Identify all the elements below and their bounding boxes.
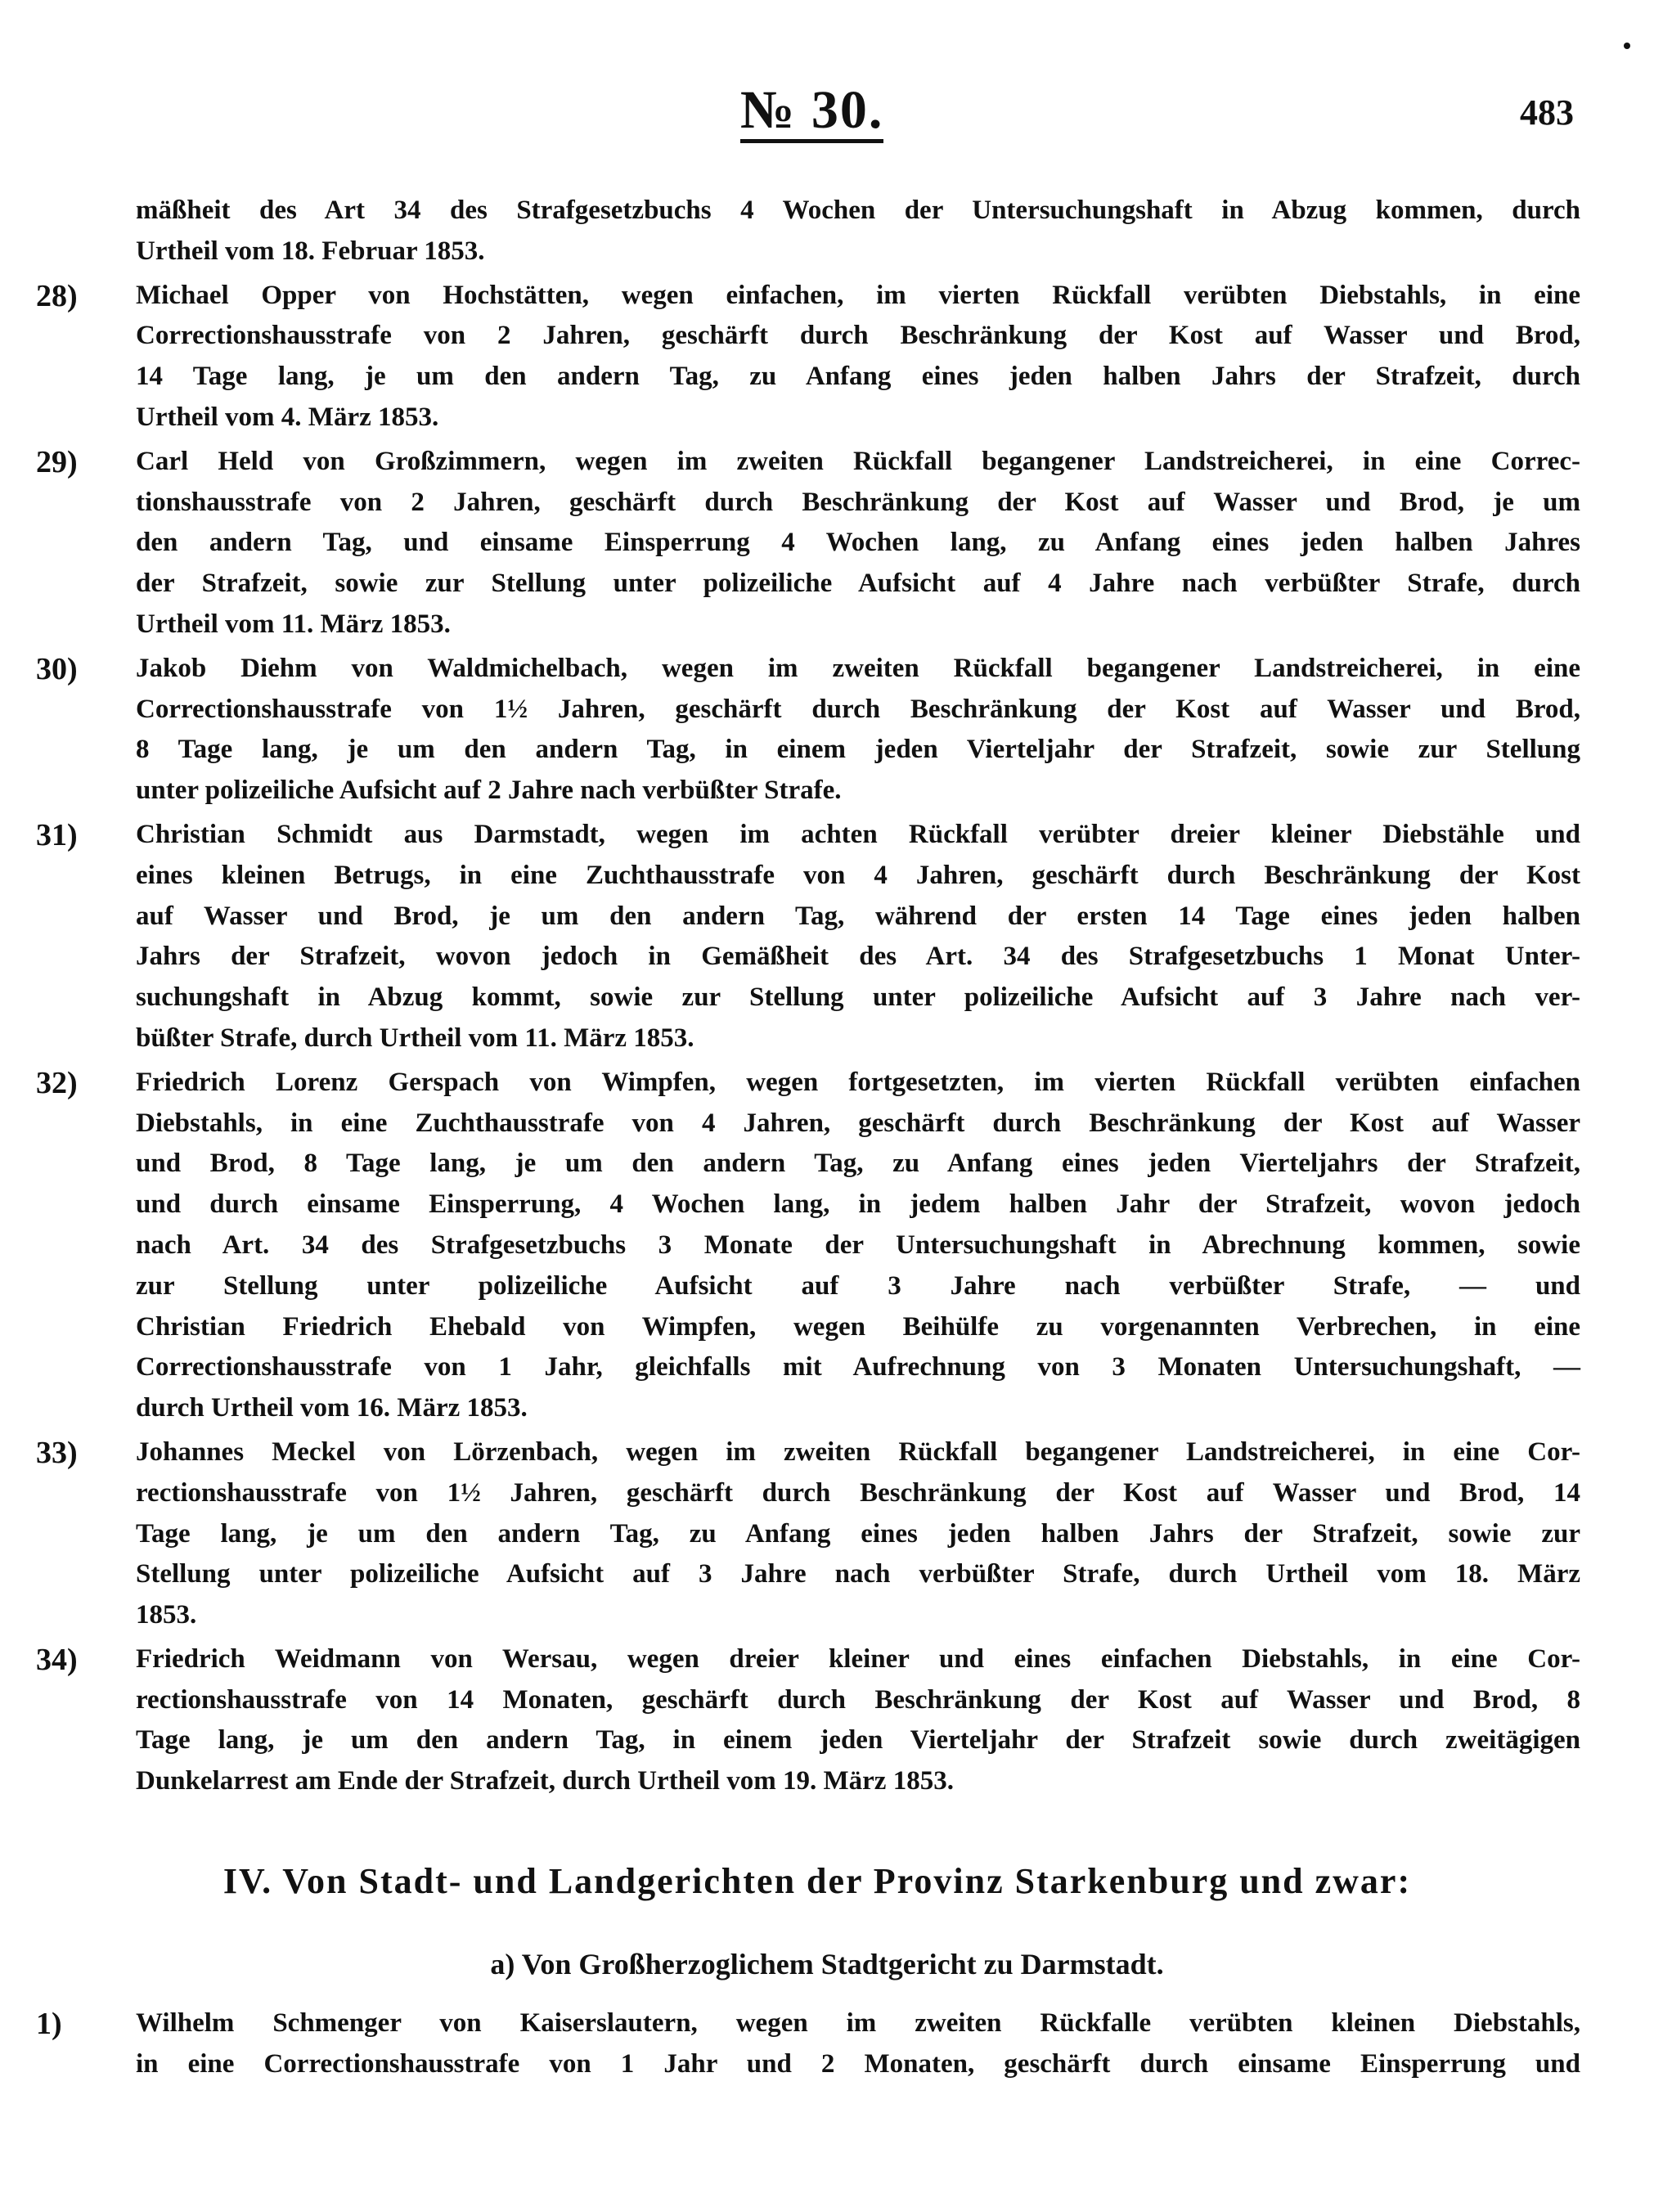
text-line: eines kleinen Betrugs, in eine Zuchthausstrafe von 4 Jahren, geschärft durch Beschränkung der Kost — [136, 860, 1580, 890]
text-line: Jahrs der Strafzeit, wovon jedoch in Gemäßheit des Art. 34 des Strafgesetzbuchs 1 Monat Unter- — [136, 942, 1580, 972]
entry-paragraph — [36, 2003, 1580, 2085]
text-line: rectionshausstrafe von 1½ Jahren, geschärft durch Beschränkung der Kost auf Wasser und Brod, 14 — [136, 1477, 1580, 1508]
text-line: durch Urtheil vom 16. März 1853. — [136, 1393, 528, 1423]
text-line: 8 Tage lang, je um den andern Tag, in einem jeden Vierteljahr der Strafzeit, sowie zur Stellung — [136, 735, 1580, 765]
text-line: Christian Schmidt aus Darmstadt, wegen im achten Rückfall verübter dreier kleiner Diebstähle und — [136, 819, 1580, 849]
text-line: Urtheil vom 4. März 1853. — [136, 402, 439, 432]
text-line: Correctionshausstrafe von 1½ Jahren, geschärft durch Beschränkung der Kost auf Wasser und Brod, — [136, 694, 1580, 724]
text-line: Diebstahls, in eine Zuchthausstrafe von 4 Jahren, geschärft durch Beschränkung der Kost auf Wasser — [136, 1108, 1580, 1138]
page-number: 483 — [1520, 92, 1574, 133]
scan-speck — [1624, 43, 1630, 49]
text-line: nach Art. 34 des Strafgesetzbuchs 3 Monate der Untersuchungshaft in Abrechnung kommen, sowie — [136, 1230, 1580, 1260]
entry-number: 30) — [36, 651, 78, 686]
entry-paragraph — [36, 815, 1580, 1059]
text-line: und Brod, 8 Tage lang, je um den andern Tag, zu Anfang eines jeden Vierteljahrs der Strafzeit, — [136, 1149, 1580, 1179]
entry-number: 32) — [36, 1065, 78, 1100]
text-line: Friedrich Lorenz Gerspach von Wimpfen, wegen fortgesetzten, im vierten Rückfall verübten einfachen — [136, 1067, 1580, 1097]
text-line: und durch einsame Einsperrung, 4 Wochen lang, in jedem halben Jahr der Strafzeit, wovon jedoch — [136, 1189, 1580, 1220]
text-line: Wilhelm Schmenger von Kaiserslautern, wegen im zweiten Rückfalle verübten kleinen Diebstahls, — [136, 2008, 1580, 2038]
entry-number: 33) — [36, 1435, 78, 1470]
issue-number: № 30. — [740, 82, 883, 143]
text-line: mäßheit des Art 34 des Strafgesetzbuchs 4 Wochen der Untersuchungshaft in Abzug kommen, durch — [136, 196, 1580, 225]
entry-number: 34) — [36, 1642, 78, 1677]
text-line: auf Wasser und Brod, je um den andern Tag, während der ersten 14 Tage eines jeden halben — [136, 901, 1580, 931]
entry-paragraph — [36, 1639, 1580, 1802]
entry-number: 29) — [36, 444, 78, 479]
entry-number: 28) — [36, 278, 78, 313]
section-subheading: a) Von Großherzoglichem Stadtgericht zu Darmstadt. — [490, 1948, 1164, 1980]
text-line: zur Stellung unter polizeiliche Aufsicht auf 3 Jahre nach verbüßter Strafe, — und — [136, 1270, 1580, 1301]
text-line: suchungshaft in Abzug kommt, sowie zur Stellung unter polizeiliche Aufsicht auf 3 Jahre nach ver- — [136, 982, 1580, 1013]
text-line: Friedrich Weidmann von Wersau, wegen dreier kleiner und eines einfachen Diebstahls, in eine Cor- — [136, 1643, 1580, 1674]
entry-paragraph — [36, 276, 1580, 438]
text-line: Urtheil vom 18. Februar 1853. — [136, 236, 485, 266]
text-line: Correctionshausstrafe von 2 Jahren, geschärft durch Beschränkung der Kost auf Wasser und Brod, — [136, 321, 1580, 351]
text-line: Christian Friedrich Ehebald von Wimpfen, wegen Beihülfe zu vorgenannten Verbrechen, in eine — [136, 1311, 1580, 1342]
entry-paragraph — [36, 442, 1580, 645]
entries-list — [36, 191, 1580, 1805]
entry-paragraph — [36, 1432, 1580, 1636]
text-line: tionshausstrafe von 2 Jahren, geschärft durch Beschränkung der Kost auf Wasser und Brod, je um — [136, 487, 1580, 517]
text-line: unter polizeiliche Aufsicht auf 2 Jahre nach verbüßter Strafe. — [136, 776, 842, 806]
text-line: 1853. — [136, 1600, 197, 1630]
text-line: Johannes Meckel von Lörzenbach, wegen im zweiten Rückfall begangener Landstreicherei, in eine Cor- — [136, 1436, 1580, 1467]
section-heading: IV. Von Stadt- und Landgerichten der Provinz Starkenburg und zwar: — [222, 1861, 1412, 1901]
text-line: 14 Tage lang, je um den andern Tag, zu Anfang eines jeden halben Jahrs der Strafzeit, durch — [136, 362, 1580, 392]
text-line: rectionshausstrafe von 14 Monaten, geschärft durch Beschränkung der Kost auf Wasser und Brod, 8 — [136, 1684, 1580, 1715]
text-line: Dunkelarrest am Ende der Strafzeit, durch Urtheil vom 19. März 1853. — [136, 1766, 954, 1796]
entry-number: 1) — [36, 2007, 62, 2041]
text-line: Tage lang, je um den andern Tag, in einem jeden Vierteljahr der Strafzeit sowie durch zweitägigen — [136, 1725, 1580, 1756]
entry-paragraph — [136, 191, 1580, 272]
text-line: büßter Strafe, durch Urtheil vom 11. März 1853. — [136, 1023, 694, 1053]
text-line: der Strafzeit, sowie zur Stellung unter polizeiliche Aufsicht auf 4 Jahre nach verbüßter Strafe, durch — [136, 569, 1580, 599]
entry-paragraph — [36, 649, 1580, 812]
text-line: den andern Tag, und einsame Einsperrung 4 Wochen lang, zu Anfang eines jeden halben Jahres — [136, 528, 1580, 558]
text-line: in eine Correctionshausstrafe von 1 Jahr und 2 Monaten, geschärft durch einsame Einsperrung und — [136, 2048, 1580, 2079]
text-line: Tage lang, je um den andern Tag, zu Anfang eines jeden halben Jahrs der Strafzeit, sowie zur — [136, 1518, 1580, 1549]
entry-number: 31) — [36, 817, 78, 852]
text-line: Michael Opper von Hochstätten, wegen einfachen, im vierten Rückfall verübten Diebstahls, in eine — [136, 280, 1580, 310]
text-line: Stellung unter polizeiliche Aufsicht auf 3 Jahre nach verbüßter Strafe, durch Urtheil vom 18. März — [136, 1559, 1580, 1589]
text-line: Jakob Diehm von Waldmichelbach, wegen im zweiten Rückfall begangener Landstreicherei, in eine — [136, 653, 1580, 683]
entry-paragraph — [36, 1063, 1580, 1429]
text-line: Urtheil vom 11. März 1853. — [136, 609, 451, 639]
text-line: Carl Held von Großzimmern, wegen im zweiten Rückfall begangener Landstreicherei, in eine Correc- — [136, 446, 1580, 476]
section-entries-list — [36, 2003, 1580, 2088]
text-line: Correctionshausstrafe von 1 Jahr, gleichfalls mit Aufrechnung von 3 Monaten Untersuchungshaft, — — [136, 1352, 1580, 1382]
